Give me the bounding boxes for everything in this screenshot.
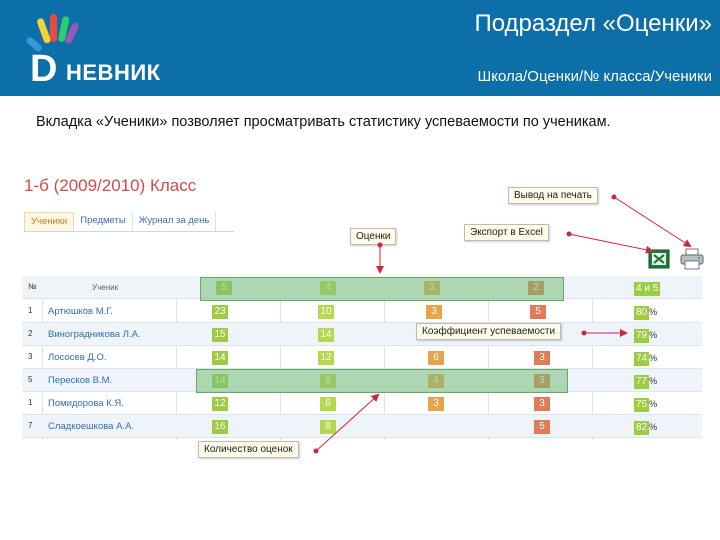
callout-coefficient: Коэффициент успеваемости xyxy=(416,323,561,340)
student-name-link[interactable]: Лососев Д.О. xyxy=(48,352,107,363)
student-row-highlight xyxy=(196,369,568,393)
table-row[interactable] xyxy=(22,323,702,346)
grade-2-count: 5 xyxy=(534,420,550,434)
callout-export-excel: Экспорт в Excel xyxy=(464,224,549,241)
student-name-link[interactable]: Виноградникова Л.А. xyxy=(48,329,141,340)
row-number: 3 xyxy=(28,352,33,361)
student-name-link[interactable]: Помидорова К.Я. xyxy=(48,398,124,409)
tab-bar xyxy=(24,212,234,232)
grade-5-count: 15 xyxy=(212,328,228,342)
arrow-excel xyxy=(569,234,652,251)
grade-3-count: 3 xyxy=(426,305,442,319)
dnevnik-logo xyxy=(18,10,188,88)
callout-grade-count: Количество оценок xyxy=(198,441,299,458)
grade-5-count: 23 xyxy=(212,305,228,319)
grade-2-count: 3 xyxy=(534,397,550,411)
grades-header-highlight xyxy=(200,277,564,301)
callout-grades: Оценки xyxy=(350,228,396,245)
tab-students[interactable]: Ученики xyxy=(24,212,74,231)
grade-4-count: 6 xyxy=(320,397,336,411)
callout-print: Вывод на печать xyxy=(508,187,598,204)
breadcrumb: Школа/Оценки/№ класса/Ученики xyxy=(477,68,712,85)
row-number: 1 xyxy=(28,398,33,407)
column-header-num: № xyxy=(28,282,37,291)
row-number: 2 xyxy=(28,329,33,338)
quality-percent: 75 % xyxy=(636,399,658,410)
column-header-quality: 4 и 5 xyxy=(636,283,659,294)
grade-3-count: 3 xyxy=(428,397,444,411)
description-text: Вкладка «Ученики» позволяет просматривать статистику успеваемости по ученикам. xyxy=(36,114,611,130)
grade-2-count: 5 xyxy=(530,305,546,319)
slide-title: Подраздел «Оценки» xyxy=(474,10,712,37)
slide-header xyxy=(0,0,720,96)
grade-2-count: 3 xyxy=(534,351,550,365)
row-number: 5 xyxy=(28,375,33,384)
student-name-link[interactable]: Пересков В.М. xyxy=(48,375,113,386)
grade-5-count: 16 xyxy=(212,420,228,434)
row-number: 1 xyxy=(28,306,33,315)
class-title: 1-б (2009/2010) Класс xyxy=(24,176,197,195)
grade-4-count: 8 xyxy=(320,420,336,434)
grade-4-count: 10 xyxy=(318,305,334,319)
quality-percent: 82 % xyxy=(636,422,658,433)
student-name-link[interactable]: Сладкоешкова А.А. xyxy=(48,421,135,432)
logo-text: НЕВНИК xyxy=(66,60,161,85)
logo-letter: D xyxy=(30,48,58,90)
column-header-student: Ученик xyxy=(92,283,119,292)
tab-daily-journal[interactable]: Журнал за день xyxy=(133,212,217,231)
table-row[interactable] xyxy=(22,392,702,415)
grade-5-count: 12 xyxy=(212,397,228,411)
table-row[interactable] xyxy=(22,346,702,369)
printer-icon[interactable] xyxy=(679,248,705,270)
excel-icon[interactable] xyxy=(648,249,670,269)
arrow-print xyxy=(614,197,690,246)
tab-subjects[interactable]: Предметы xyxy=(74,212,132,231)
table-row[interactable] xyxy=(22,300,702,323)
quality-percent: 80 % xyxy=(636,307,658,318)
quality-percent: 79 % xyxy=(636,330,658,341)
table-row[interactable] xyxy=(22,415,702,438)
grade-4-count: 12 xyxy=(318,351,334,365)
grade-5-count: 14 xyxy=(212,351,228,365)
quality-percent: 77 % xyxy=(636,376,658,387)
student-name-link[interactable]: Артюшков М.Г. xyxy=(48,306,113,317)
grade-4-count: 14 xyxy=(318,328,334,342)
row-number: 7 xyxy=(28,421,33,430)
grade-3-count: 6 xyxy=(428,351,444,365)
quality-percent: 74 % xyxy=(636,353,658,364)
